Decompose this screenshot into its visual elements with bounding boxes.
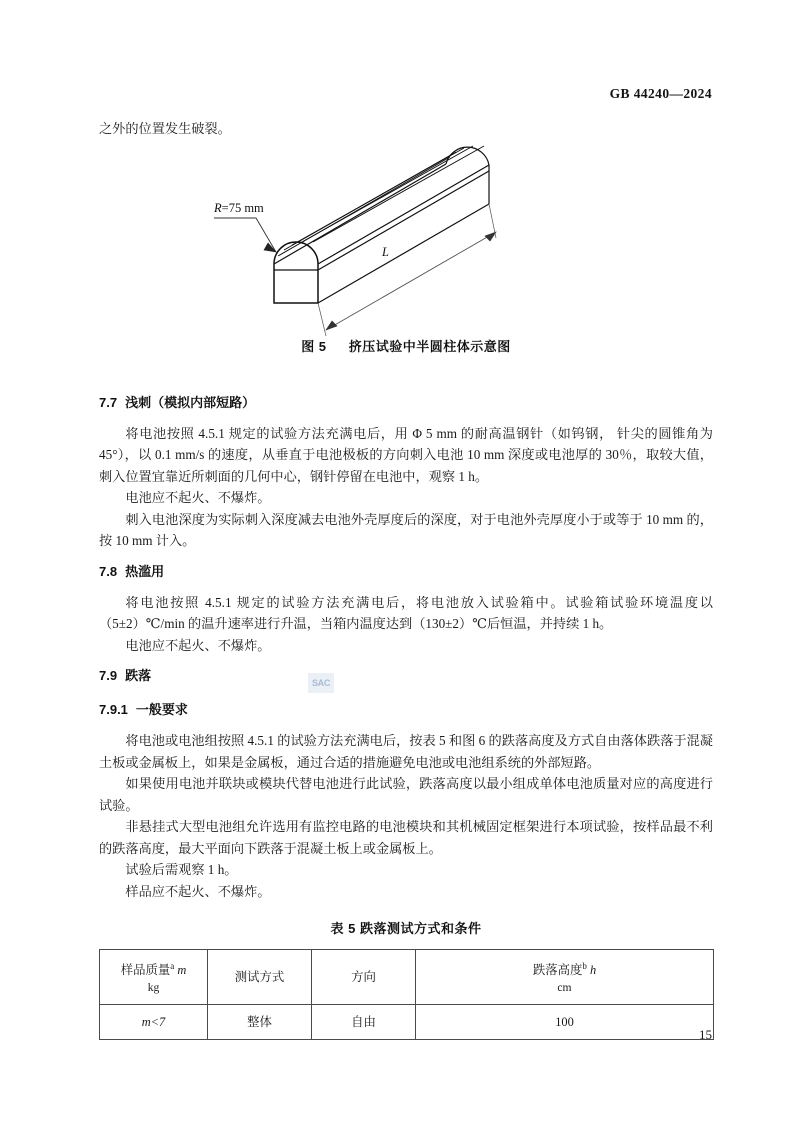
paragraph-7-8-2: 电池应不起火、不爆炸。 [125, 637, 271, 653]
paragraph-7-7-3: 刺入电池深度为实际刺入深度减去电池外壳厚度后的深度，对于电池外壳厚度小于或等于 10 mm 的，按 10 mm 计入。 [99, 511, 713, 548]
heading-7-8 [99, 562, 713, 582]
paragraph-7-7-1: 将电池按照 4.5.1 规定的试验方法充满电后，用 Φ 5 mm 的耐高温钢针（如钨钢， 针尖的圆锥角为 45°），以 0.1 mm/s 的速度，从垂直于电池极板的方向刺入电池 10 mm 深度或电池厚的 30％，取较大值，刺入位置宜靠近所刺面的几何中心，钢针停留在电池中，观察 1 h。 [99, 425, 713, 484]
figure-5-caption [99, 336, 713, 355]
table-cell-method: 整体 [208, 1005, 312, 1040]
paragraph-7-9-1-5: 样品应不起火、不爆炸。 [125, 883, 271, 899]
table-5-title [99, 918, 713, 937]
heading-7-7-number: 7.7 [99, 394, 118, 410]
continued-paragraph: 之外的位置发生破裂。 [99, 121, 231, 136]
heading-7-9-1 [99, 700, 713, 720]
figure-5 [99, 140, 713, 336]
table-header-height-label: 跌落高度 [532, 963, 583, 978]
paragraph-7-9-1-4: 试验后需观察 1 h。 [125, 862, 238, 877]
heading-7-7 [99, 393, 713, 413]
table-5-title-text: 跌落测试方式和条件 [359, 921, 482, 936]
paragraph-7-9-1-3: 非悬挂式大型电池组允许选用有监控电路的电池模块和其机械固定框架进行本项试验，按样品最不利的跌落高度，最大平面向下跌落于混凝土板上或金属板上。 [99, 819, 713, 856]
table-cell-direction: 自由 [312, 1005, 416, 1040]
figure-5-caption-text: 挤压试验中半圆柱体示意图 [348, 338, 511, 354]
table-header-height-symbol: h [589, 963, 597, 978]
table-5 [99, 949, 714, 1040]
heading-7-8-title: 热滥用 [125, 563, 165, 579]
table-header-method: 测试方式 [208, 950, 312, 1005]
figure-5-radius-label: R=75 mm [214, 200, 264, 215]
heading-7-8-number: 7.8 [99, 563, 118, 579]
table-header-height [416, 950, 714, 1005]
heading-7-9 [99, 666, 713, 686]
table-header-direction: 方向 [312, 950, 416, 1005]
table-header-height-footnote-marker: b [582, 960, 587, 971]
table-header-mass-symbol: m [177, 963, 187, 978]
page-content-column [99, 118, 713, 1040]
heading-7-9-1-title: 一般要求 [135, 702, 188, 717]
table-row-header [100, 950, 714, 1005]
running-header-standard-number: GB 44240—2024 [609, 86, 712, 101]
table-header-mass [100, 950, 208, 1005]
paragraph-7-8-1: 将电池按照 4.5.1 规定的试验方法充满电后，将电池放入试验箱中。试验箱试验环境温度以（5±2）℃/min 的温升速率进行升温，当箱内温度达到（130±2）℃后恒温，并持续 1 h。 [99, 594, 713, 631]
table-header-mass-unit: kg [147, 981, 160, 995]
heading-7-9-1-number: 7.9.1 [99, 702, 128, 717]
table-cell-height: 100 [416, 1005, 714, 1040]
table-header-height-unit: cm [557, 981, 572, 995]
heading-7-7-title: 浅刺（模拟内部短路） [125, 394, 256, 410]
table-cell-mass: m<7 [100, 1005, 208, 1040]
paragraph-7-9-1-2: 如果使用电池并联块或模块代替电池进行此试验，跌落高度以最小组成单体电池质量对应的高度进行试验。 [99, 776, 713, 813]
page-number: 15 [699, 1027, 712, 1042]
table-row [100, 1005, 714, 1040]
table-header-mass-footnote-marker: a [170, 960, 175, 971]
sac-watermark: SAC [308, 673, 334, 693]
figure-5-illustration [196, 140, 616, 336]
heading-7-9-number: 7.9 [99, 668, 118, 683]
table-5-title-number: 表 5 [330, 921, 356, 936]
table-header-mass-label: 样品质量 [120, 963, 171, 978]
figure-5-caption-number: 图 5 [301, 338, 327, 354]
figure-5-length-label: L [382, 244, 389, 259]
paragraph-7-9-1-1: 将电池或电池组按照 4.5.1 的试验方法充满电后，按表 5 和图 6 的跌落高度及方式自由落体跌落于混凝土板或金属板上，如果是金属板，通过合适的措施避免电池或电池组系统的外部短路。 [99, 733, 713, 770]
paragraph-7-7-2: 电池应不起火、不爆炸。 [125, 490, 271, 505]
heading-7-9-title: 跌落 [125, 668, 152, 683]
